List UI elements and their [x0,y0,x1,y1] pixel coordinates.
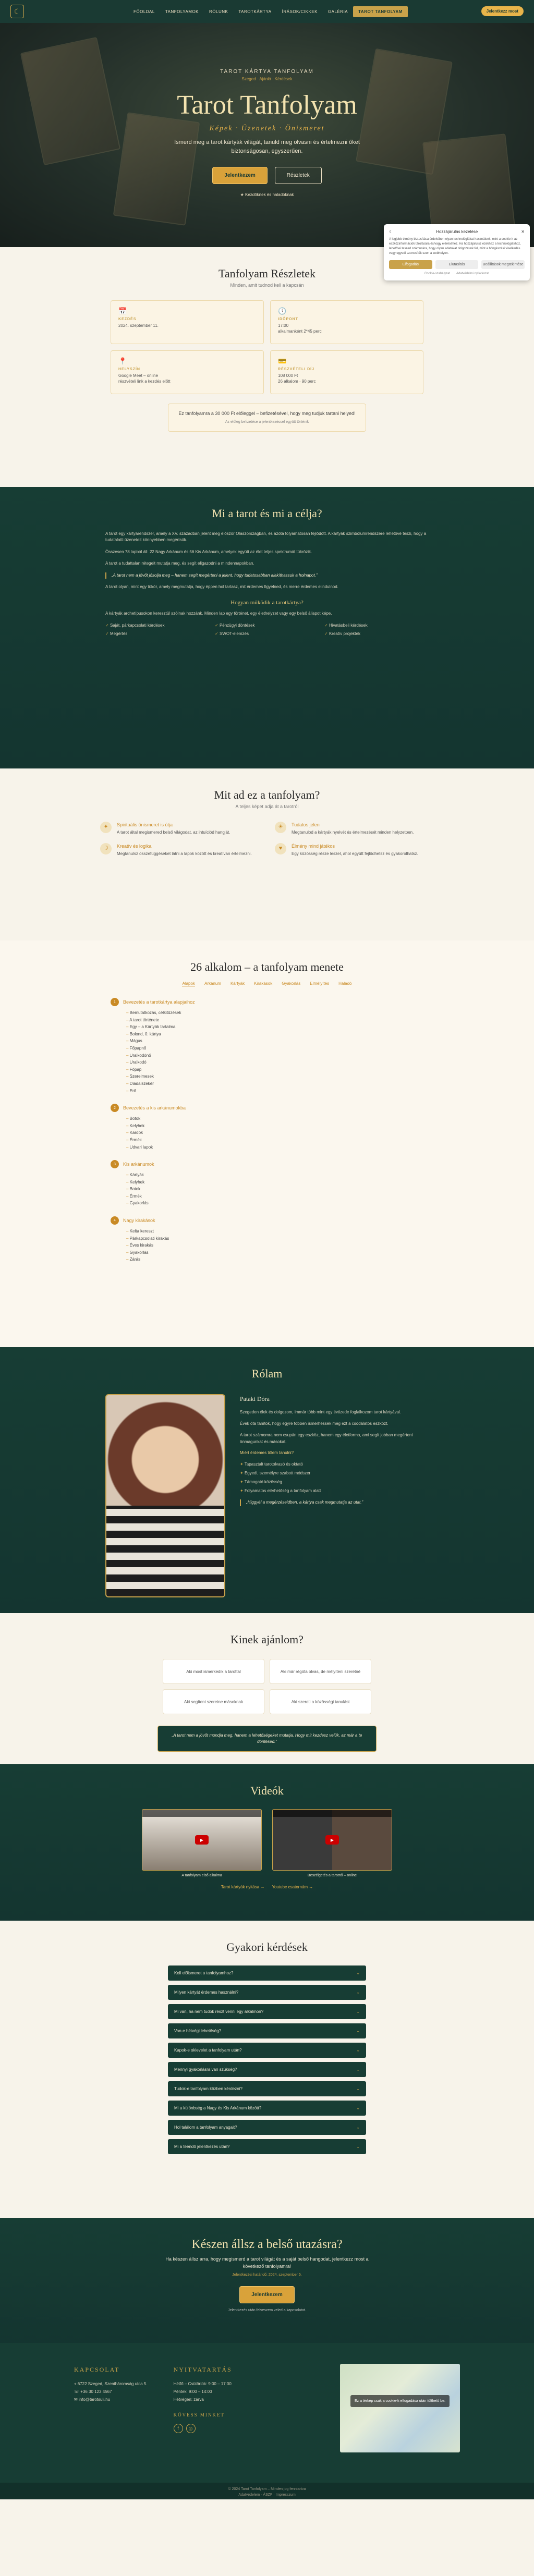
faq-question: Hol találom a tanfolyam anyagait? [174,2125,237,2130]
program-item: – Botok [126,1186,423,1193]
detail-value: Google Meet – online részvételi link a kezdés előtt [118,373,171,384]
program-group [111,1216,423,1263]
cookie-logo-icon: ☾ [389,229,393,234]
audience-card: Aki szereti a közösségi tanulást [270,1689,371,1714]
nav-link-courses[interactable]: TANFOLYAMOK [165,9,199,14]
calendar-icon: 📅 [118,307,127,315]
benefit-desc: Megtanulod a kártyák nyelvét és értelmezését minden helyzetben. [292,830,414,835]
videos [0,1764,534,1921]
program-item: – Egy – a Kártyák tartalma [126,1023,423,1031]
details-title: Tanfolyam Részletek [218,267,315,280]
nav-link-gallery[interactable]: GALÉRIA [327,9,348,14]
hero-pretitle: TAROT KÁRTYA TANFOLYAM [220,69,314,75]
benefit-title: Tudatos jelen [292,822,320,827]
detail-card-start [111,300,264,344]
youtube-link[interactable]: Youtube csatornám → [272,1885,313,1889]
detail-label: RÉSZVÉTELI DÍJ [278,368,315,371]
what-is-tarot [0,487,534,768]
benefit-desc: A tarot által megismered belső világodat, az intuíciód hangját. [117,830,230,835]
program-group-header[interactable] [111,1160,423,1168]
program-item: – Kelta kereszt [126,1228,423,1235]
about-paragraph: Évek óta tanítok, hogy egyre többen ismerhessék meg ezt a csodálatos eszközt. [240,1421,389,1426]
program-title: 26 alkalom – a tanfolyam menete [190,960,344,973]
footer-hours-line: Hétvégén: zárva [173,2397,204,2402]
benefit-item [100,843,259,857]
location-pin-icon: ⌖ [74,2381,78,2386]
cta-section [0,2218,534,2343]
about-list-heading: Miért érdemes tőlem tanulni? [240,1450,294,1456]
cta-deadline: Jelentkezési határidő: 2024. szeptember 5. [232,2273,302,2277]
faq-item[interactable] [168,2081,366,2096]
phone-icon: ☏ [74,2389,81,2394]
faq-item[interactable] [168,2120,366,2135]
detail-label: IDŐPONT [278,318,298,321]
program-tab[interactable]: Elmélyítés [310,981,330,986]
faq-question: Tudok-e tanfolyam közben kérdezni? [174,2086,242,2091]
audience-card: Aki már régóta olvas, de mélyíteni szeretné [270,1659,371,1684]
deposit-note: Az előleg befizetése a jelentkezéssel együtt történik [225,420,309,424]
nav-link-articles[interactable]: ÍRÁSOK/CIKKEK [282,9,318,14]
program-tab[interactable]: Kártyák [230,981,245,986]
about-me [0,1347,534,1613]
faq-question: Mi van, ha nem tudok részt venni egy alkalmon? [174,2009,264,2014]
benefit-title: Élmény mind játékos [292,843,335,849]
step-number: 2 [111,1104,119,1112]
program-item: – Mágus [126,1037,423,1045]
clock-icon: 🕔 [278,307,287,315]
whatis-paragraph: A tarot olyan, mint egy tükör, amely megmutatja, hogy éppen hol tartasz, mit érdemes figyelned, és merre érdemes elindulnod. [105,584,338,589]
audience-card: Aki most ismerkedik a tarottal [163,1659,264,1684]
chevron-down-icon: ⌄ [356,2067,360,2072]
deposit-box [168,404,366,432]
top-nav [0,0,534,23]
play-icon[interactable]: ▶ [325,1835,339,1845]
step-number: 3 [111,1160,119,1168]
nav-link-about[interactable]: RÓLUNK [209,9,228,14]
program-group-title: Kis arkánumok [123,1162,154,1167]
program-item: – Kártyák [126,1171,423,1179]
chevron-down-icon: ⌄ [356,2009,360,2014]
program-group-header[interactable] [111,998,423,1006]
faq-question: Mi a különbség a Nagy és Kis Arkánum között? [174,2106,262,2110]
credit-card-icon: 💳 [278,357,287,365]
program-group [111,1160,423,1207]
footer-hours-heading: NYITVATARTÁS [173,2366,232,2373]
cookie-banner [384,224,530,280]
faq [0,1921,534,2218]
hero-note: ★ Kezdőknek és haladóknak [240,192,294,197]
copyright: © 2024 Tarot Tanfolyam – Minden jog fenntartva [228,2487,306,2491]
use-item: ✓ Megértés [105,631,210,637]
about-quote: „Higgyél a megérzéseidben, a kártya csak megmutatja az utat.” [240,1499,429,1506]
about-list-item: ✦ Folyamatos elérhetőség a tanfolyam alatt [240,1488,429,1495]
use-list [105,622,429,638]
heart-icon: ♥ [275,843,286,854]
faq-question: Mi a teendő jelentkezés után? [174,2144,230,2149]
whatis-paragraph: A kártyák archetípusokon keresztül szólnak hozzánk. Minden lap egy történet, egy élethelyzet vagy egy belső állapot képe. [105,611,332,616]
map-message: Ez a térkép csak a cookie-k elfogadása után tölthető be. [350,2395,450,2407]
faq-item[interactable] [168,1985,366,2000]
program-group-title: Bevezetés a kis arkánumokba [123,1105,186,1111]
footer-email[interactable]: info@tarotsuli.hu [78,2397,111,2402]
program-group-header[interactable] [111,1216,423,1225]
use-item: ✓ Hivatásbeli kérdések [324,622,429,629]
cookie-text: A legjobb élmény biztosítása érdekében olyan technológiákat használunk, mint a cookie-k az eszközinformációk tárolására és/vagy eléréséhez. Ha hozzájárulsz ezekhez a technológiákhoz, lehetővé teszed számunkra, hogy olyan adatokat dolgozzunk fel, mint a böngészési viselkedés vagy egyedi azonosítók ezen a webhelyen. [389,238,521,255]
benefit-title: Kreatív és logika [117,843,152,849]
use-item: ✓ Saját, párkapcsolati kérdések [105,622,210,629]
faq-item[interactable] [168,2023,366,2038]
nav-link-tarot-course[interactable]: TAROT TANFOLYAM [353,6,408,17]
program-item: – Szerelmesek [126,1073,423,1080]
close-icon[interactable]: ✕ [521,229,525,234]
cookie-deny-button[interactable]: Elutasítás [435,260,479,269]
chevron-down-icon: ⌄ [356,2125,360,2130]
cta-note: Jelentkezés után felveszem veled a kapcsolatot. [228,2309,306,2312]
chevron-down-icon: ⌄ [356,1971,360,1975]
program-item: – Zárás [126,1256,423,1263]
sun-icon: ☀ [275,822,286,833]
use-item: ✓ SWOT-elemzés [215,631,319,637]
hero-description: Ismerd meg a tarot kártyák világát, tanuld meg olvasni és értelmezni őket biztonságosan, egyszerűen. [174,139,360,154]
chevron-down-icon: ⌄ [356,1990,360,1995]
hero-details-button[interactable]: Részletek [275,167,322,184]
nav-link-home[interactable]: FŐOLDAL [134,9,155,14]
program-item: – Kelyhek [126,1179,423,1186]
faq-item[interactable] [168,2139,366,2154]
program-list [111,998,423,1263]
logo[interactable]: ☾ [10,5,24,18]
nav-links [128,6,408,17]
faq-item[interactable] [168,2043,366,2058]
details-subtitle: Minden, amit tudnod kell a kapcsán [230,283,304,288]
detail-card-time [270,300,423,344]
star-icon: ✦ [100,822,112,833]
program-tabs [0,981,534,986]
program-item: – Kardok [126,1129,423,1137]
course-program [0,941,534,1347]
course-details [0,247,534,487]
detail-value: 108 000 Ft 26 alkalom · 90 perc [278,373,316,384]
footer-phone[interactable]: +36 30 123 4567 [80,2389,112,2394]
program-item: – Gyakorlás [126,1200,423,1207]
benefit-item [100,822,259,836]
program-tab[interactable]: Alapok [182,981,195,986]
who-quote: „A tarot nem a jövőt mondja meg, hanem a lehetőségeket mutatja. Hogy mit kezdesz velük, az már a te döntésed.” [157,1726,377,1752]
step-number: 4 [111,1216,119,1225]
program-item: – Bemutatkozás, célkitűzések [126,1009,423,1017]
benefit-item [275,822,434,836]
nav-cta-button[interactable]: Jelentkezz most [481,6,524,16]
faq-item[interactable] [168,2062,366,2077]
footer-social-heading: KÖVESS MINKET [173,2412,225,2418]
program-item: – A tarot története [126,1017,423,1024]
program-item: – Párkapcsolati kirakás [126,1235,423,1242]
program-item: – Uralkodó [126,1059,423,1066]
whatis-quote: „A tarot nem a jövőt jósolja meg – hanem segít megérteni a jelent, hogy tudatosabban alakíthassuk a holnapot.” [105,572,429,579]
program-item: – Érmék [126,1193,423,1200]
play-icon[interactable]: ▶ [195,1835,209,1845]
benefit-title: Spirituális önismeret is útja [117,822,173,827]
nav-link-tarot[interactable]: TAROTKÁRTYA [238,9,272,14]
program-item: – Bolond, 0. kártya [126,1031,423,1038]
program-group-title: Nagy kirakások [123,1218,155,1224]
moon-icon: ☽ [100,843,112,854]
program-item: – Gyakorlás [126,1249,423,1256]
faq-item[interactable] [168,2101,366,2116]
chevron-down-icon: ⌄ [356,2086,360,2091]
facebook-icon[interactable]: f [174,2424,183,2433]
learn-subtitle: A teljes képet adja át a tarotról [235,804,299,809]
step-number: 1 [111,998,119,1006]
faq-question: Van-e hétvégi lehetőség? [174,2029,222,2033]
about-list-item: ✦ Tapasztalt tarotolvasó és oktató [240,1461,429,1468]
program-item: – Udvari lapok [126,1144,423,1151]
footer-address: 6722 Szeged, Szentháromság utca 5. [77,2381,148,2386]
cookie-policy-link[interactable]: Cookie-szabályzat [424,272,450,275]
benefit-desc: Egy közösség része leszel, ahol együtt fejlődhetsz és gyakorolhatsz. [292,851,418,856]
audience-card: Aki segíteni szeretne másoknak [163,1689,264,1714]
who-is-it-for [0,1613,534,1764]
program-tab[interactable]: Haladó [338,981,352,986]
whatis-subheading: Hogyan működik a tarotkártya? [230,600,304,606]
detail-value: 17:00 alkalmanként 2*45 perc [278,323,322,334]
about-paragraph: A tarot számomra nem csupán egy eszköz, hanem egy életforma, ami segít jobban megérteni önmagunkat és másokat. [240,1432,413,1444]
faq-title: Gyakori kérdések [226,1940,308,1954]
footer-contact-heading: KAPCSOLAT [74,2366,120,2373]
program-group [111,998,423,1094]
program-group-header[interactable] [111,1104,423,1112]
faq-item[interactable] [168,1965,366,1981]
hero [0,23,534,247]
use-item: ✓ Kreatív projektek [324,631,429,637]
whatis-paragraph: A tarot egy kártyarendszer, amely a XV. században jelent meg először Olaszországban, és azóta folyamatosan fejlődött. A kártyák szimbólumrendszere lehetővé teszi, hogy a tudatalatti üzeneteit könnyebben megértsük. [105,531,427,543]
cookie-title: Hozzájárulás kezelése [436,229,478,234]
instagram-icon[interactable]: ◎ [186,2424,196,2433]
footer-hours-line: Péntek: 9:00 – 14:00 [173,2389,212,2394]
chevron-down-icon: ⌄ [356,2048,360,2053]
learn-title: Mit ad ez a tanfolyam? [214,788,320,801]
video-item[interactable] [272,1809,392,1877]
detail-card-price [270,350,423,394]
detail-card-location [111,350,264,394]
cookie-accept-button[interactable]: Elfogadás [389,260,432,269]
benefit-item [275,843,434,857]
footer [0,2343,534,2499]
email-icon: ✉ [74,2397,79,2402]
chevron-down-icon: ⌄ [356,2144,360,2149]
video-caption: A tanfolyam első alkalma [181,1874,222,1877]
video-thumbnail[interactable] [272,1809,392,1871]
detail-value: 2024. szeptember 11. [118,323,159,328]
whatis-paragraph: A tarot a tudattalan rétegeit mutatja meg, és segít eligazodni a mindennapokban. [105,561,254,566]
videos-title: Videók [250,1784,284,1797]
faq-list [168,1965,366,2154]
cta-apply-button[interactable]: Jelentkezem [239,2286,294,2303]
program-tab[interactable]: Kirakások [254,981,273,986]
program-item: – Főpap [126,1066,423,1073]
about-paragraph: Szegeden élek és dolgozom, immár több mint egy évtizede foglalkozom tarot kártyával. [240,1410,402,1415]
cta-title: Készen állsz a belső utazásra? [191,2238,343,2251]
detail-label: HELYSZÍN [118,368,140,371]
hero-apply-button[interactable]: Jelentkezem [212,167,267,184]
video-caption: Beszélgetés a tarotról – online [307,1874,357,1877]
chevron-down-icon: ⌄ [356,2106,360,2110]
faq-item[interactable] [168,2004,366,2019]
program-item: – Erő [126,1088,423,1095]
program-item: – Érmék [126,1137,423,1144]
use-item: ✓ Pénzügyi döntések [215,622,319,629]
chevron-down-icon: ⌄ [356,2029,360,2033]
detail-label: KEZDÉS [118,318,137,321]
program-item: – Kelyhek [126,1122,423,1130]
program-item: – Botok [126,1115,423,1122]
what-you-get [0,768,534,941]
instructor-photo [105,1394,225,1597]
legal-links[interactable]: Adatvédelem · ÁSZF · Impresszum [238,2493,296,2497]
instructor-name: Pataki Dóra [240,1395,270,1402]
benefit-desc: Megtanulsz összefüggéseket látni a lapok között és kreatívan értelmezni. [117,851,252,856]
location-pin-icon: 📍 [118,357,127,365]
video-link[interactable]: Tarot kártyák nyitása → [221,1885,265,1889]
faq-question: Kapok-e oklevelet a tanfolyam után? [174,2048,242,2053]
program-item: – Főpapnő [126,1045,423,1052]
program-tab[interactable]: Gyakorlás [282,981,301,986]
program-group-title: Bevezetés a tarotkártya alapjaihoz [123,999,195,1005]
hero-pretitle-2: Szeged · Ajánló · Kérdések [241,77,293,81]
hero-tagline: Képek · Üzenetek · Önismeret [209,125,325,132]
program-item: – Uralkodónő [126,1052,423,1059]
about-title: Rólam [251,1367,283,1380]
faq-question: Mennyi gyakorlásra van szükség? [174,2067,237,2072]
footer-hours-line: Hétfő – Csütörtök: 9:00 – 17:00 [173,2381,232,2386]
deposit-text: Ez tanfolyamra a 30 000 Ft előleggel – befizetésével, hogy meg tudjuk tartani helyed! [178,411,356,416]
whatis-paragraph: Összesen 78 lapból áll: 22 Nagy Arkánum és 56 Kis Arkánum, amelyek együtt az élet teljes spektrumát tükrözik. [105,549,312,554]
cookie-prefs-button[interactable]: Beállítások megtekintése [481,260,525,269]
about-list-item: ✦ Egyedi, személyre szabott módszer [240,1470,429,1477]
about-list-item: ✦ Támogató közösség [240,1479,429,1486]
privacy-link[interactable]: Adatvédelmi nyilatkozat [456,272,490,275]
faq-question: Kell előismeret a tanfolyamhoz? [174,1971,234,1975]
cta-text: Ha készen állsz arra, hogy megismerd a tarot világát és a saját belső hangodat, jelentkezz most a következő tanfolyamra! [165,2256,369,2269]
hero-title: Tarot Tanfolyam [177,90,357,120]
whatis-title: Mi a tarot és mi a célja? [212,507,322,520]
map-placeholder[interactable] [340,2364,460,2452]
who-title: Kinek ajánlom? [230,1633,304,1646]
program-group [111,1104,423,1151]
video-item[interactable] [142,1809,262,1877]
footer-bottom [0,2483,534,2499]
faq-question: Milyen kártyát érdemes használni? [174,1990,239,1995]
video-thumbnail[interactable] [142,1809,262,1871]
program-item: – Diadalszekér [126,1080,423,1088]
program-tab[interactable]: Arkánum [204,981,221,986]
program-item: – Éves kirakás [126,1242,423,1249]
